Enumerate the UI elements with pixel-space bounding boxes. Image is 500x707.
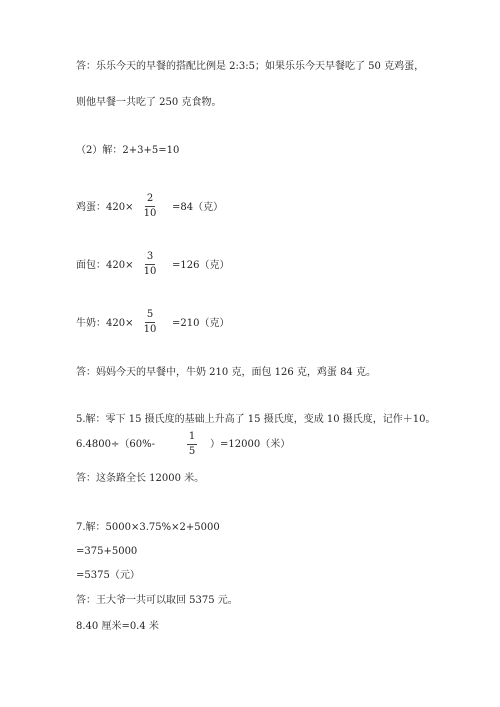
answer-ratio-line: 答：乐乐今天的早餐的搭配比例是 2:3:5；如果乐乐今天早餐吃了 50 克鸡蛋， (76, 61, 425, 72)
solution-7-step-2: =5375（元） (76, 570, 140, 581)
milk-calc-result: =210（克） (172, 318, 230, 329)
q6-fraction-numerator: 1 (188, 431, 196, 442)
solution-6-result: ）=12000（米） (210, 439, 291, 450)
milk-fraction-denominator: 10 (143, 324, 157, 335)
bread-fraction-denominator: 10 (143, 266, 157, 277)
fraction-bar (145, 206, 155, 207)
fraction-bar (145, 264, 155, 265)
fraction-bar (187, 444, 197, 445)
solution-7-step-1: =375+5000 (76, 546, 138, 557)
bread-calc-result: =126（克） (172, 260, 230, 271)
egg-fraction (144, 193, 156, 220)
q6-fraction-denominator: 5 (188, 446, 196, 457)
solution-8-line: 8.40 厘米=0.4 米 (76, 621, 159, 632)
answer-breakfast-line: 答：妈妈今天的早餐中，牛奶 210 克，面包 126 克，鸡蛋 84 克。 (76, 367, 376, 378)
egg-fraction-numerator: 2 (146, 193, 154, 204)
fraction-bar (145, 322, 155, 323)
answer-road-length: 答：这条路全长 12000 米。 (76, 473, 205, 484)
solution-7-line: 7.解：5000×3.75%×2+5000 (76, 522, 220, 533)
milk-fraction-numerator: 5 (146, 309, 154, 320)
egg-fraction-denominator: 10 (143, 208, 157, 219)
solution-2-heading: （2）解：2+3+5=10 (76, 145, 180, 156)
milk-fraction (144, 309, 156, 336)
q6-fraction (186, 431, 198, 458)
egg-calc-result: =84（克） (172, 202, 224, 213)
milk-calc-start: 牛奶：420× (76, 318, 134, 329)
bread-calc-start: 面包：420× (76, 260, 134, 271)
bread-fraction (144, 251, 156, 278)
answer-total-line: 则他早餐一共吃了 250 克食物。 (76, 97, 222, 108)
solution-5-line: 5.解：零下 15 摄氏度的基础上升高了 15 摄氏度，变成 10 摄氏度，记作＋10。 (76, 414, 436, 425)
egg-calc-start: 鸡蛋：420× (76, 202, 134, 213)
bread-fraction-numerator: 3 (146, 251, 154, 262)
solution-6-start: 6.4800÷（60%- (76, 439, 155, 450)
answer-withdrawal: 答：王大爷一共可以取回 5375 元。 (76, 595, 238, 606)
